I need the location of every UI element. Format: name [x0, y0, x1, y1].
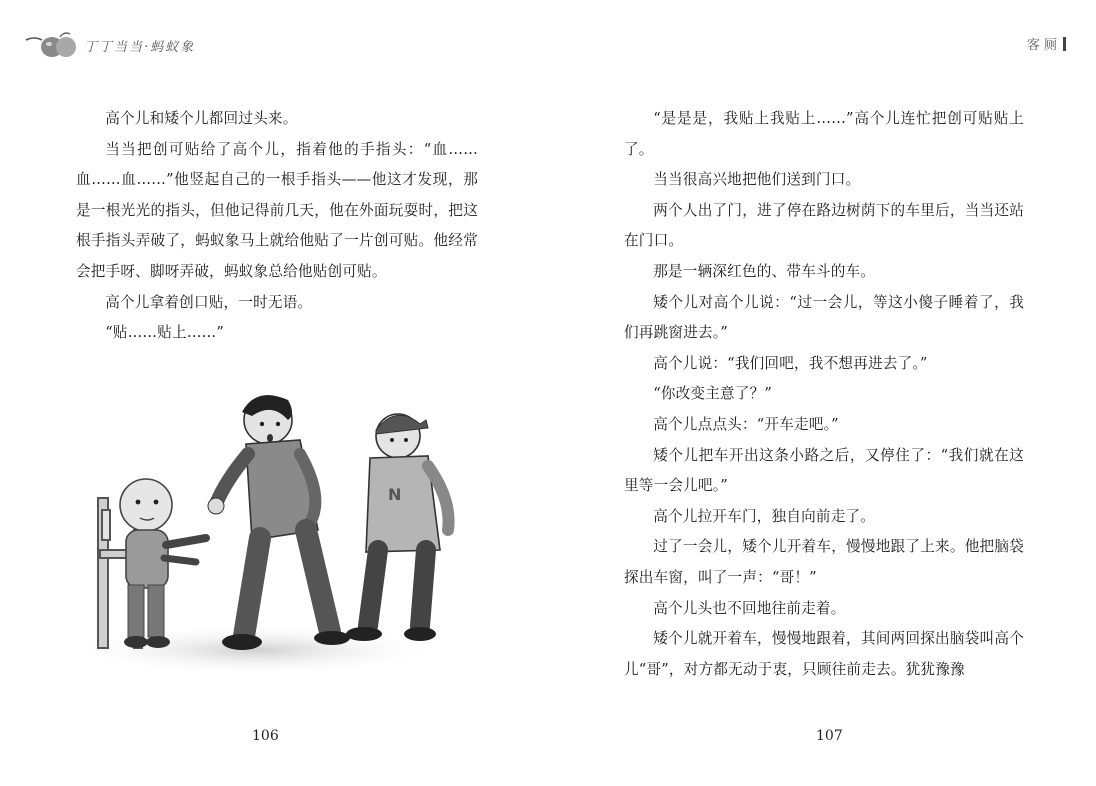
paragraph: “贴……贴上……” — [105, 324, 225, 342]
paragraph: 高个儿点点头：“开车走吧。” — [653, 415, 839, 433]
page-number-right: 107 — [816, 728, 843, 744]
running-header-left — [24, 28, 195, 62]
paragraph: 高个儿拿着创口贴，一时无语。 — [105, 293, 313, 311]
paragraph: 高个儿拉开车门，独自向前走了。 — [653, 507, 876, 525]
paragraph: “你改变主意了？” — [653, 385, 773, 403]
page-number-left: 106 — [252, 728, 279, 744]
chapter-title: 客 厕 — [1026, 38, 1057, 53]
paragraph: 高个儿和矮个儿都回过头来。 — [105, 110, 298, 127]
paragraph: 当当很高兴地把他们送到门口。 — [653, 171, 861, 189]
paragraph: 两个人出了门，进了停在路边树荫下的车里后，当当还站在门口。 — [624, 201, 1024, 250]
paragraph: 当当把创可贴给了高个儿，指着他的手指头：“血……血……血……”他竖起自己的一根手指头——他这才发现，那是一根光光的指头，但他记得前几天，他在外面玩耍时，把这根手指头弄破了，蚂蚁象马上就给他贴了一片创可贴。他经常会把手呀、脚呀弄破，蚂蚁象总给他贴创可贴。 — [76, 140, 478, 280]
paragraph: 矮个儿就开着车，慢慢地跟着，其间两回探出脑袋叫高个儿“哥”，对方都无动于衷，只顾往前走去。犹犹豫豫 — [624, 630, 1024, 678]
paragraph: 矮个儿把车开出这条小路之后，又停住了：“我们就在这里等一会儿吧。” — [624, 446, 1024, 495]
svg-text:N: N — [388, 485, 402, 504]
paragraph: “是是是，我贴上我贴上……”高个儿连忙把创可贴贴上了。 — [624, 110, 1024, 158]
running-header-right — [1027, 34, 1066, 53]
left-page-text — [76, 104, 478, 349]
right-page-text — [624, 104, 1024, 685]
series-logo-icon — [24, 28, 80, 62]
paragraph: 那是一辆深红色的、带车斗的车。 — [653, 262, 876, 280]
series-title: 丁丁当当·蚂蚁象 — [84, 39, 196, 55]
paragraph: 高个儿头也不回地往前走着。 — [653, 599, 846, 617]
paragraph: 高个儿说：“我们回吧，我不想再进去了。” — [653, 354, 928, 372]
paragraph: 矮个儿对高个儿说：“过一会儿，等这小傻子睡着了，我们再跳窗进去。” — [624, 293, 1024, 342]
illustration-boy-and-two-men — [56, 380, 456, 680]
paragraph: 过了一会儿，矮个儿开着车，慢慢地跟了上来。他把脑袋探出车窗，叫了一声：“哥！” — [624, 538, 1024, 586]
header-bar-mark — [1063, 37, 1066, 51]
